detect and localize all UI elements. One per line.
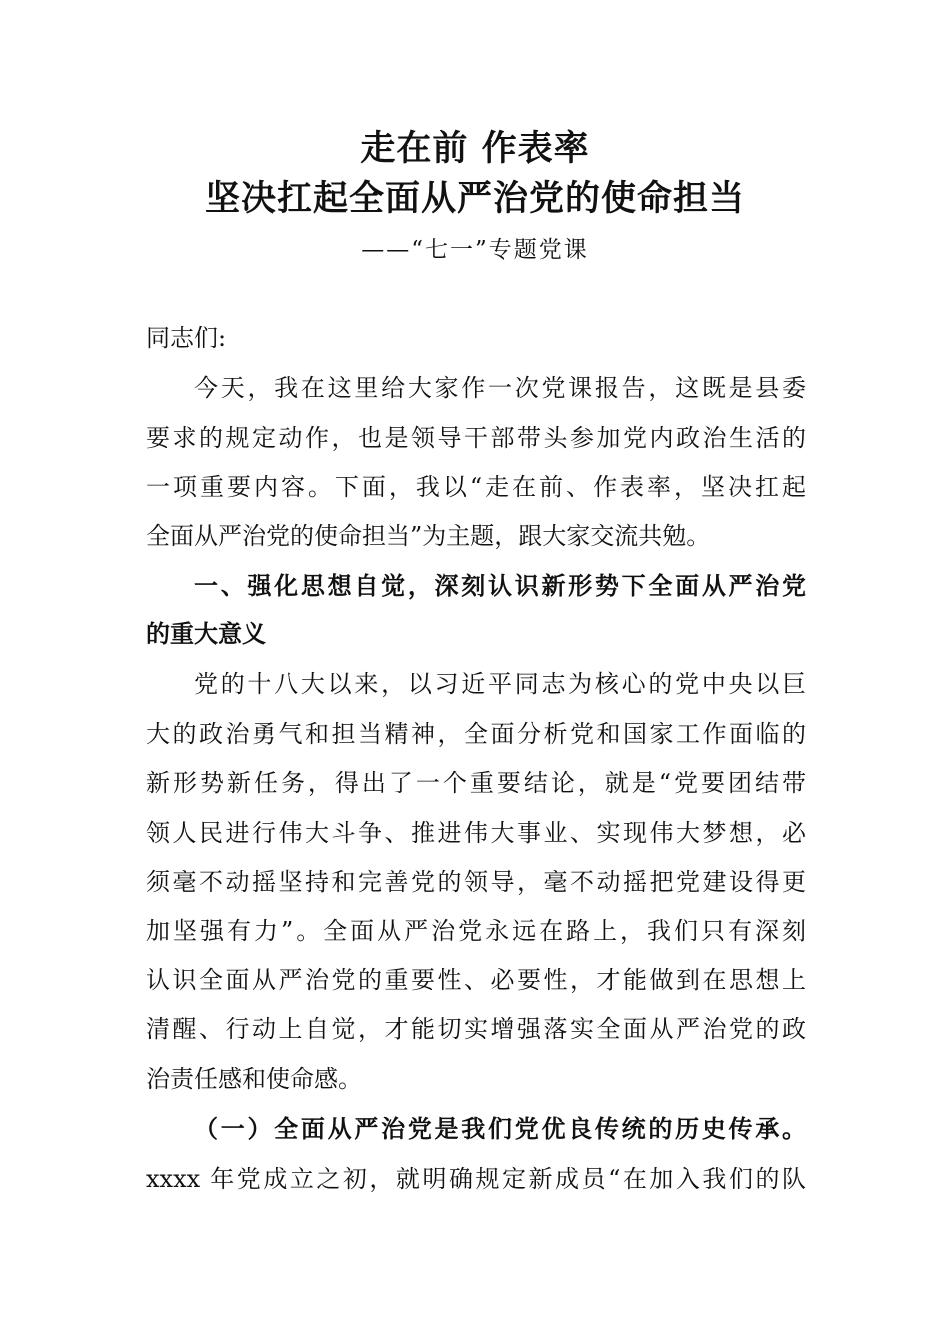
document-title-line-2: 坚决扛起全面从严治党的使命担当 bbox=[204, 178, 745, 219]
paragraph-2-line: 领人民进行伟大斗争、推进伟大事业、实现伟大梦想，必 bbox=[146, 819, 806, 847]
paragraph-2-line: 新形势新任务，得出了一个重要结论，就是“党要团结带 bbox=[146, 769, 806, 797]
document-subtitle: ——“七一”专题党课 bbox=[361, 237, 589, 263]
paragraph-2-line: 治责任感和使命感。 bbox=[146, 1065, 362, 1093]
subsection-heading-1: （一）全面从严治党是我们党优良传统的历史传承。 bbox=[194, 1114, 806, 1143]
paragraph-2-line: 须毫不动摇坚持和完善党的领导，毫不动摇把党建设得更 bbox=[146, 868, 806, 896]
paragraph-1-line: 要求的规定动作，也是领导干部带头参加党内政治生活的 bbox=[146, 424, 806, 452]
document-title-line-1: 走在前 作表率 bbox=[360, 128, 590, 169]
paragraph-2-line: 党的十八大以来，以习近平同志为核心的党中央以巨 bbox=[194, 670, 806, 698]
paragraph-1-line: 今天，我在这里给大家作一次党课报告，这既是县委 bbox=[194, 374, 806, 402]
paragraph-1-line: 全面从严治党的使命担当”为主题，跟大家交流共勉。 bbox=[146, 522, 711, 550]
paragraph-2-line: 认识全面从严治党的重要性、必要性，才能做到在思想上 bbox=[146, 966, 806, 994]
section-heading-1-continued: 的重大意义 bbox=[146, 620, 266, 648]
section-heading-1: 一、强化思想自觉，深刻认识新形势下全面从严治党 bbox=[194, 572, 806, 600]
paragraph-1-line: 一项重要内容。下面，我以“走在前、作表率，坚决扛起 bbox=[146, 473, 806, 501]
paragraph-2-line: 大的政治勇气和担当精神，全面分析党和国家工作面临的 bbox=[146, 720, 806, 748]
paragraph-3-line: xxxx 年党成立之初，就明确规定新成员“在加入我们的队 bbox=[146, 1165, 806, 1193]
paragraph-2-line: 加坚强有力”。全面从严治党永远在路上，我们只有深刻 bbox=[146, 917, 806, 945]
paragraph-2-line: 清醒、行动上自觉，才能切实增强落实全面从严治党的政 bbox=[146, 1015, 806, 1043]
salutation: 同志们: bbox=[146, 324, 227, 352]
